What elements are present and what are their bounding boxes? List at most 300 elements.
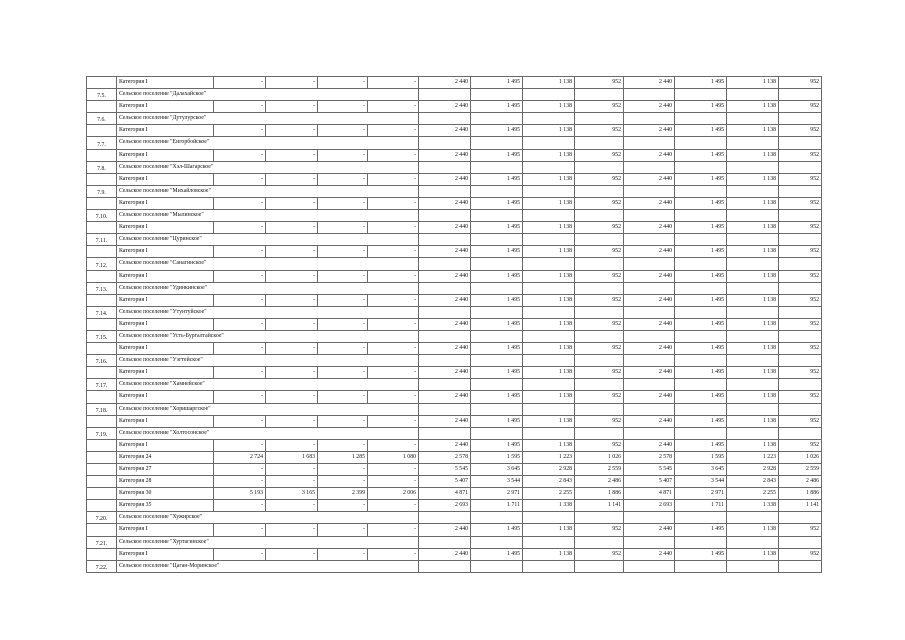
value-cell: 952 [779,524,822,536]
row-index-cell [87,524,117,536]
category-name: Категория I [117,270,214,282]
empty-cell [368,536,419,548]
settlement-name: Сельское поселение "Мылинское" [117,210,368,222]
category-name: Категория I [117,125,214,137]
value-cell: 1 495 [675,439,727,451]
value-cell: 2 440 [419,149,471,161]
value-cell: - [266,415,318,427]
empty-cell [624,403,675,415]
value-cell: - [266,197,318,209]
value-cell: 1 711 [675,500,727,512]
row-index-cell: 7.13. [87,282,117,294]
value-cell: 952 [779,149,822,161]
value-cell: - [368,439,419,451]
empty-cell [675,258,727,270]
category-name: Категория 27 [117,464,214,476]
row-index-cell [87,451,117,463]
category-name: Категория I [117,246,214,258]
row-index-cell [87,391,117,403]
value-cell: 952 [575,246,624,258]
empty-cell [624,560,675,572]
category-row [87,391,822,403]
value-cell: 2 971 [675,488,727,500]
value-cell: 1 495 [675,101,727,113]
row-index-cell [87,149,117,161]
empty-cell [575,306,624,318]
settlement-row [87,536,822,548]
value-cell: 2 486 [575,476,624,488]
value-cell: 1 495 [471,246,523,258]
value-cell: - [266,270,318,282]
category-name: Категория 35 [117,500,214,512]
value-cell: - [318,197,368,209]
value-cell: 1 138 [523,367,575,379]
value-cell: - [318,149,368,161]
value-cell: - [318,464,368,476]
empty-cell [779,137,822,149]
value-cell: 1 138 [523,222,575,234]
empty-cell [624,330,675,342]
category-name: Категория I [117,343,214,355]
value-cell: 5 407 [624,476,675,488]
value-cell: - [318,294,368,306]
empty-cell [727,258,779,270]
empty-cell [419,536,471,548]
value-cell: 1 595 [675,451,727,463]
value-cell: 2 006 [368,488,419,500]
value-cell: 2 971 [471,488,523,500]
value-cell: 1 138 [727,294,779,306]
empty-cell [471,355,523,367]
value-cell: 1 141 [779,500,822,512]
settlement-name: Сельское поселение "Хужирское" [117,512,368,524]
settlement-row [87,282,822,294]
settlement-row [87,258,822,270]
value-cell: 5 407 [419,476,471,488]
row-index-cell: 7.9. [87,185,117,197]
value-cell: - [266,524,318,536]
value-cell: - [266,391,318,403]
value-cell: - [368,125,419,137]
value-cell: - [368,173,419,185]
empty-cell [419,234,471,246]
value-cell: - [368,318,419,330]
value-cell: 952 [779,318,822,330]
empty-cell [419,379,471,391]
category-row [87,500,822,512]
value-cell: 2 440 [419,524,471,536]
category-row [87,101,822,113]
empty-cell [523,403,575,415]
category-name: Категория 30 [117,488,214,500]
empty-cell [523,258,575,270]
empty-cell [727,427,779,439]
value-cell: 952 [575,318,624,330]
category-name: Категория I [117,415,214,427]
row-index-cell [87,488,117,500]
value-cell: 1 495 [675,222,727,234]
empty-cell [368,113,419,125]
row-index-cell: 7.12. [87,258,117,270]
value-cell: 1 138 [523,125,575,137]
category-row [87,548,822,560]
empty-cell [523,560,575,572]
value-cell: 1 080 [368,451,419,463]
empty-cell [624,161,675,173]
settlement-name: Сельское поселение "Михайловское" [117,185,368,197]
empty-cell [779,282,822,294]
value-cell: - [368,464,419,476]
empty-cell [575,185,624,197]
empty-cell [779,113,822,125]
settlement-row [87,89,822,101]
value-cell: - [266,173,318,185]
empty-cell [523,379,575,391]
settlement-row [87,137,822,149]
empty-cell [419,330,471,342]
row-index-cell [87,318,117,330]
value-cell: 952 [779,222,822,234]
empty-cell [575,536,624,548]
empty-cell [368,355,419,367]
value-cell: 952 [575,415,624,427]
settlement-name: Сельское поселение "Удинкинское" [117,282,368,294]
empty-cell [419,113,471,125]
empty-cell [471,210,523,222]
value-cell: 2 440 [419,343,471,355]
settlement-name: Сельское поселение "Далахайское" [117,89,368,101]
value-cell: - [214,270,266,282]
row-index-cell [87,343,117,355]
value-cell: 952 [575,294,624,306]
category-row [87,488,822,500]
empty-cell [419,89,471,101]
empty-cell [368,512,419,524]
value-cell: - [368,391,419,403]
settlement-row [87,560,822,572]
value-cell: 1 495 [675,197,727,209]
category-name: Категория I [117,77,214,89]
empty-cell [624,355,675,367]
empty-cell [675,113,727,125]
empty-cell [727,512,779,524]
value-cell: 1 138 [523,294,575,306]
value-cell: 952 [779,246,822,258]
empty-cell [368,379,419,391]
empty-cell [779,306,822,318]
value-cell: 2 928 [727,464,779,476]
category-row [87,197,822,209]
empty-cell [624,89,675,101]
value-cell: 952 [779,101,822,113]
row-index-cell: 7.19. [87,427,117,439]
empty-cell [624,258,675,270]
value-cell: 2 440 [624,391,675,403]
value-cell: 1 026 [779,451,822,463]
empty-cell [727,330,779,342]
value-cell: - [368,101,419,113]
empty-cell [779,379,822,391]
category-row [87,246,822,258]
value-cell: - [214,246,266,258]
value-cell: 2 399 [318,488,368,500]
value-cell: 2 440 [624,173,675,185]
empty-cell [523,282,575,294]
value-cell: 1 138 [523,149,575,161]
value-cell: - [318,101,368,113]
empty-cell [779,355,822,367]
row-index-cell [87,294,117,306]
value-cell: 1 495 [675,294,727,306]
value-cell: 5 545 [624,464,675,476]
empty-cell [471,536,523,548]
value-cell: 1 138 [727,222,779,234]
value-cell: - [318,125,368,137]
category-name: Категория I [117,439,214,451]
empty-cell [727,355,779,367]
empty-cell [523,210,575,222]
value-cell: 1 138 [523,173,575,185]
empty-cell [471,282,523,294]
value-cell: 1 495 [471,548,523,560]
category-name: Категория I [117,391,214,403]
empty-cell [368,210,419,222]
row-index-cell: 7.10. [87,210,117,222]
empty-cell [368,306,419,318]
value-cell: 952 [575,125,624,137]
empty-cell [523,536,575,548]
row-index-cell [87,415,117,427]
value-cell: 1 495 [675,173,727,185]
empty-cell [523,427,575,439]
empty-cell [368,185,419,197]
value-cell: 2 440 [419,548,471,560]
row-index-cell [87,125,117,137]
settlement-row [87,113,822,125]
value-cell: 2 928 [523,464,575,476]
empty-cell [575,210,624,222]
settlement-row [87,427,822,439]
value-cell: - [368,149,419,161]
value-cell: 1 138 [727,391,779,403]
value-cell: 1 495 [471,367,523,379]
empty-cell [675,427,727,439]
empty-cell [779,258,822,270]
value-cell: 1 495 [675,343,727,355]
value-cell: 1 026 [575,451,624,463]
value-cell: - [318,367,368,379]
value-cell: 1 138 [523,343,575,355]
row-index-cell: 7.8. [87,161,117,173]
empty-cell [471,427,523,439]
row-index-cell: 7.5. [87,89,117,101]
value-cell: 952 [575,439,624,451]
settlement-row [87,306,822,318]
row-index-cell: 7.6. [87,113,117,125]
category-row [87,439,822,451]
category-row [87,524,822,536]
empty-cell [471,560,523,572]
value-cell: 952 [779,343,822,355]
value-cell: 2 724 [214,451,266,463]
empty-cell [419,403,471,415]
empty-cell [779,210,822,222]
empty-cell [523,330,575,342]
row-index-cell [87,367,117,379]
value-cell: - [266,548,318,560]
category-name: Категория I [117,318,214,330]
value-cell: - [368,524,419,536]
empty-cell [727,560,779,572]
value-cell: 2 440 [624,77,675,89]
empty-cell [779,536,822,548]
category-row [87,294,822,306]
value-cell: 1 138 [727,173,779,185]
value-cell: 952 [779,367,822,379]
empty-cell [471,234,523,246]
value-cell: 1 495 [471,524,523,536]
empty-cell [575,282,624,294]
value-cell: - [368,197,419,209]
value-cell: 5 545 [419,464,471,476]
value-cell: - [266,125,318,137]
category-name: Категория I [117,294,214,306]
value-cell: - [214,415,266,427]
value-cell: 1 138 [727,524,779,536]
value-cell: 1 711 [471,500,523,512]
empty-cell [368,282,419,294]
value-cell: 952 [779,125,822,137]
value-cell: 1 141 [575,500,624,512]
settlement-row [87,161,822,173]
value-cell: 1 138 [727,548,779,560]
value-cell: - [266,343,318,355]
value-cell: 2 440 [419,415,471,427]
category-row [87,464,822,476]
empty-cell [419,210,471,222]
empty-cell [523,113,575,125]
settlement-row [87,330,822,342]
value-cell: 2 440 [624,246,675,258]
value-cell: - [266,246,318,258]
value-cell: 2 440 [624,125,675,137]
value-cell: 1 886 [779,488,822,500]
value-cell: - [318,77,368,89]
value-cell: 1 495 [471,222,523,234]
value-cell: 1 495 [471,415,523,427]
category-row [87,173,822,185]
value-cell: 2 843 [523,476,575,488]
value-cell: - [214,391,266,403]
empty-cell [727,210,779,222]
value-cell: 1 495 [675,270,727,282]
value-cell: 1 495 [471,101,523,113]
value-cell: 1 495 [471,391,523,403]
category-name: Категория I [117,149,214,161]
empty-cell [471,379,523,391]
empty-cell [419,185,471,197]
category-row [87,415,822,427]
empty-cell [575,137,624,149]
value-cell: 2 440 [624,222,675,234]
value-cell: 2 255 [727,488,779,500]
empty-cell [779,560,822,572]
row-index-cell [87,464,117,476]
empty-cell [523,185,575,197]
value-cell: 1 495 [675,318,727,330]
empty-cell [575,330,624,342]
value-cell: - [214,125,266,137]
empty-cell [523,234,575,246]
row-index-cell: 7.11. [87,234,117,246]
empty-cell [624,427,675,439]
value-cell: 1 495 [675,246,727,258]
empty-cell [575,89,624,101]
empty-cell [624,536,675,548]
value-cell: - [214,197,266,209]
value-cell: 2 559 [575,464,624,476]
value-cell: - [318,439,368,451]
value-cell: 2 578 [624,451,675,463]
value-cell: 2 255 [523,488,575,500]
empty-cell [779,427,822,439]
value-cell: 2 693 [624,500,675,512]
row-index-cell: 7.18. [87,403,117,415]
value-cell: 952 [575,391,624,403]
value-cell: 1 495 [675,391,727,403]
empty-cell [523,161,575,173]
empty-cell [727,234,779,246]
empty-cell [419,427,471,439]
value-cell: - [266,77,318,89]
value-cell: - [266,318,318,330]
category-row [87,343,822,355]
settlement-row [87,185,822,197]
table-body [87,77,822,573]
empty-cell [624,137,675,149]
value-cell: 1 138 [523,439,575,451]
value-cell: 2 440 [419,222,471,234]
empty-cell [675,512,727,524]
empty-cell [523,306,575,318]
value-cell: - [214,173,266,185]
empty-cell [471,89,523,101]
settlement-name: Сельское поселение "Хоришаргское" [117,403,368,415]
value-cell: 1 338 [523,500,575,512]
empty-cell [368,403,419,415]
category-row [87,451,822,463]
empty-cell [419,282,471,294]
empty-cell [727,379,779,391]
settlement-name: Сельское поселение "Усть-Бургалтайское" [117,330,368,342]
value-cell: 1 138 [727,149,779,161]
empty-cell [471,137,523,149]
value-cell: 2 440 [624,439,675,451]
category-row [87,125,822,137]
empty-cell [523,355,575,367]
value-cell: 2 693 [419,500,471,512]
value-cell: 2 440 [419,101,471,113]
empty-cell [368,234,419,246]
value-cell: 1 138 [523,197,575,209]
empty-cell [419,306,471,318]
value-cell: 1 138 [727,367,779,379]
row-index-cell: 7.16. [87,355,117,367]
settlement-row [87,403,822,415]
value-cell: 952 [575,548,624,560]
value-cell: - [214,77,266,89]
value-cell: 2 440 [624,294,675,306]
